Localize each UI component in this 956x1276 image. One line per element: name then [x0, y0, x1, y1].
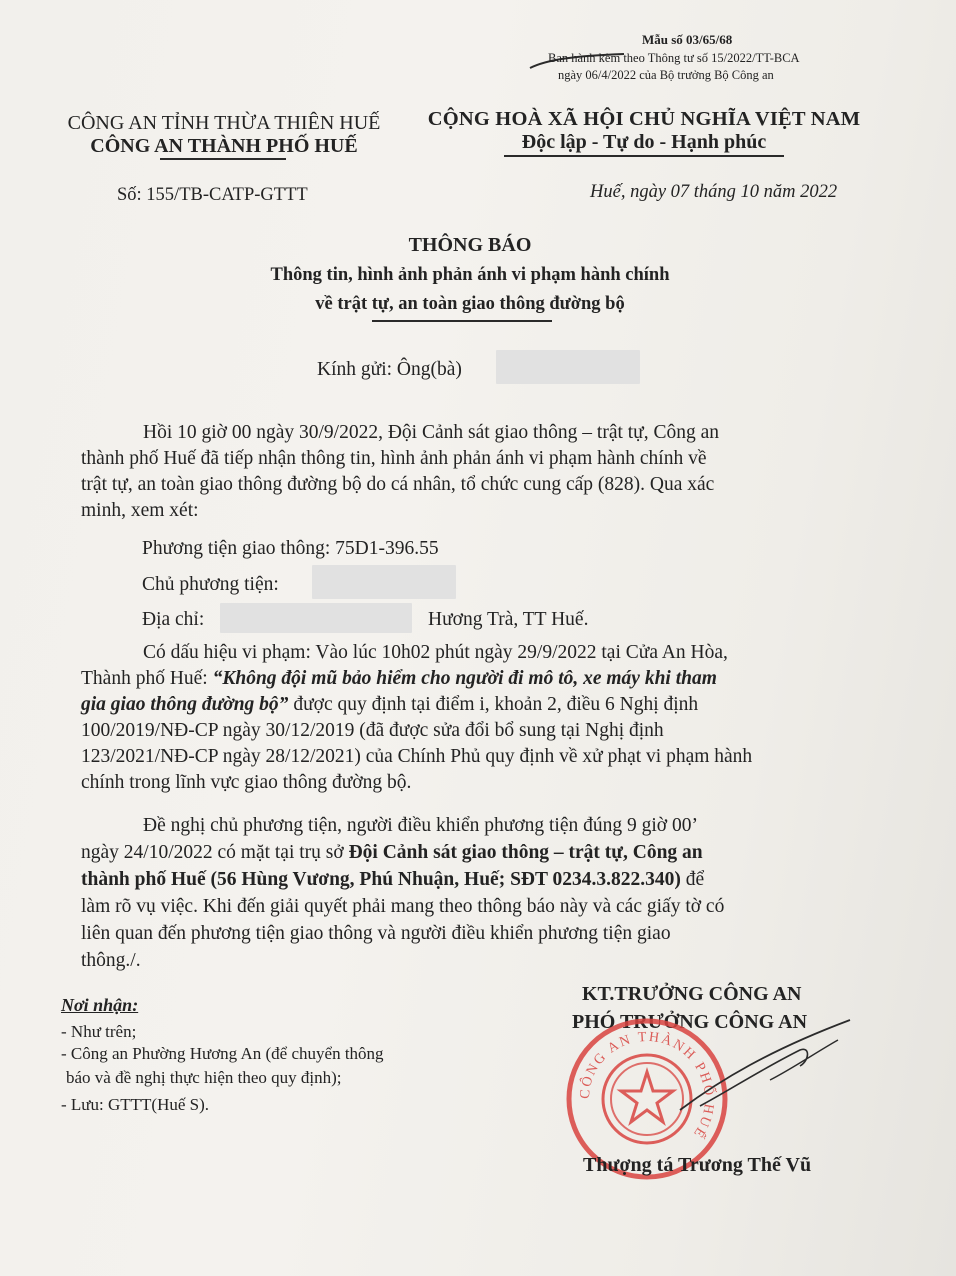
paragraph-violation-line2: [81, 666, 859, 692]
summons-office-part2: thành phố Huế (56 Hùng Vương, Phú Nhuận, Huế; SĐT 0234.3.822.340): [81, 869, 681, 890]
form-reference: [548, 50, 800, 84]
paragraph-receipt-line4: minh, xem xét:: [81, 500, 199, 521]
vehicle-owner-label: Chủ phương tiện:: [142, 574, 279, 595]
greeting: Kính gửi: Ông(bà): [317, 359, 462, 380]
document-title: THÔNG BÁO: [408, 234, 532, 256]
header-right: [420, 108, 868, 157]
header-left: [56, 112, 392, 160]
redacted-owner-name: [312, 565, 456, 599]
summons-date: ngày 24/10/2022 có mặt tại trụ sở: [81, 842, 349, 863]
paragraph-receipt-line1: Hồi 10 giờ 00 ngày 30/9/2022, Đội Cảnh sát giao thông – trật tự, Công an: [143, 422, 720, 443]
paragraph-summons-line5: liên quan đến phương tiện giao thông và người điều khiển phương tiện giao: [81, 923, 671, 944]
document-date: Huế, ngày 07 tháng 10 năm 2022: [590, 182, 838, 202]
subtitle-underline: [372, 320, 552, 322]
header-right-underline: [504, 155, 784, 157]
paragraph-summons-line6: thông./.: [81, 950, 141, 971]
signer-name: Thượng tá Trương Thế Vũ: [583, 1154, 812, 1176]
seal-text: CÔNG AN THÀNH PHỐ HUẾ: [577, 1029, 717, 1142]
paragraph-summons-line3: [81, 866, 859, 893]
violation-description-part2: gia giao thông đường bộ”: [81, 694, 289, 715]
unit-name: CÔNG AN THÀNH PHỐ HUẾ: [90, 135, 358, 157]
paragraph-violation-line6: chính trong lĩnh vực giao thông đường bộ.: [81, 772, 412, 793]
recipients-title: Nơi nhận:: [61, 995, 139, 1015]
address-locality: Hương Trà, TT Huế.: [428, 609, 589, 630]
paragraph-violation-line5: 123/2021/NĐ-CP ngày 28/12/2021) của Chính Phủ quy định về xử phạt vi phạm hành: [81, 746, 753, 767]
country-name: CỘNG HOÀ XÃ HỘI CHỦ NGHĨA VIỆT NAM: [427, 108, 861, 130]
paragraph-summons-line1: Đề nghị chủ phương tiện, người điều khiển phương tiện đúng 9 giờ 00’: [143, 815, 698, 836]
header-left-underline: [160, 158, 286, 160]
form-reference-line2: ngày 06/4/2022 của Bộ trưởng Bộ Công an: [558, 68, 774, 82]
violation-legal-basis: được quy định tại điểm i, khoản 2, điều 6 Nghị định: [288, 694, 699, 715]
summons-office-suffix: để: [680, 869, 705, 890]
vehicle-plate: Phương tiện giao thông: 75D1-396.55: [142, 538, 439, 559]
redacted-address: [220, 603, 412, 633]
document-number: Số: 155/TB-CATP-GTTT: [117, 185, 308, 205]
address-label: Địa chỉ:: [142, 609, 205, 630]
recipient-3: - Lưu: GTTT(Huế S).: [61, 1095, 210, 1114]
paragraph-summons-line2: [81, 839, 859, 866]
violation-place: Thành phố Huế:: [81, 668, 213, 689]
handwritten-signature: [660, 1010, 860, 1150]
paragraph-violation-line4: 100/2019/NĐ-CP ngày 30/12/2019 (đã được sửa đổi bổ sung tại Nghị định: [81, 720, 664, 741]
paragraph-summons: [81, 812, 859, 974]
recipient-2-cont: báo và đề nghị thực hiện theo quy định);: [66, 1068, 342, 1087]
paragraph-violation: [81, 640, 859, 796]
recipient-2: - Công an Phường Hương An (để chuyển thông: [61, 1044, 384, 1063]
paragraph-receipt-line2: thành phố Huế đã tiếp nhận thông tin, hình ảnh phản ánh vi phạm hành chính về: [81, 448, 707, 469]
paragraph-receipt-line3: trật tự, an toàn giao thông đường bộ do cá nhân, tổ chức cung cấp (828). Qua xác: [81, 474, 715, 495]
signature-title-line1: KT.TRƯỞNG CÔNG AN: [582, 983, 802, 1005]
agency-name: CÔNG AN TỈNH THỪA THIÊN HUẾ: [67, 112, 381, 134]
recipient-1: - Như trên;: [61, 1022, 137, 1041]
redacted-recipient-name: [496, 350, 640, 384]
paragraph-receipt: [81, 420, 859, 524]
summons-office-part1: Đội Cảnh sát giao thông – trật tự, Công an: [348, 842, 703, 863]
motto: Độc lập - Tự do - Hạnh phúc: [521, 131, 767, 153]
paragraph-violation-line1: Có dấu hiệu vi phạm: Vào lúc 10h02 phút ngày 29/9/2022 tại Cửa An Hòa,: [143, 642, 728, 663]
document-subtitle-line1: Thông tin, hình ảnh phản ánh vi phạm hành chính: [270, 265, 670, 285]
form-reference-line1: Ban hành kèm theo Thông tư số 15/2022/TT-BCA: [548, 51, 800, 65]
document-subtitle-line2: về trật tự, an toàn giao thông đường bộ: [315, 294, 625, 314]
signature-title-line2: PHÓ TRƯỞNG CÔNG AN: [572, 1011, 808, 1033]
form-number: Mẫu số 03/65/68: [642, 32, 733, 47]
paragraph-summons-line4: làm rõ vụ việc. Khi đến giải quyết phải mang theo thông báo này và các giấy tờ có: [81, 896, 725, 917]
violation-description-part1: “Không đội mũ bảo hiểm cho người đi mô tô, xe máy khi tham: [212, 668, 717, 689]
paragraph-violation-line3: [81, 692, 859, 718]
